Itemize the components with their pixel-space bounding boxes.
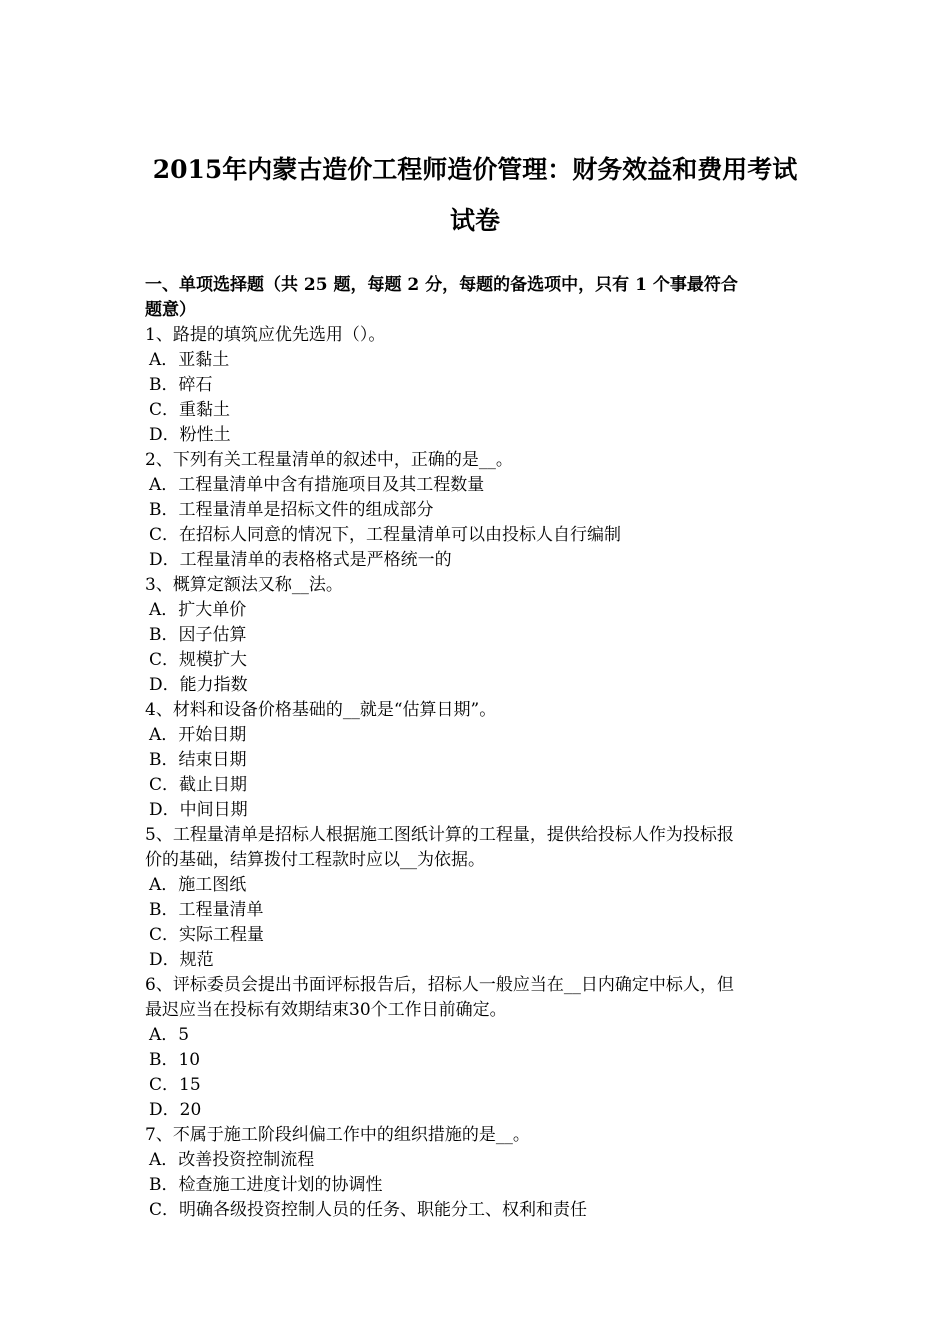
question-list xyxy=(145,323,810,1223)
question-stem: 5、工程量清单是招标人根据施工图纸计算的工程量，提供给投标人作为投标报 xyxy=(145,825,734,845)
answer-option: C．实际工程量 xyxy=(149,925,265,945)
question-item xyxy=(145,448,810,573)
question-stem: 价的基础，结算拨付工程款时应以__为依据。 xyxy=(145,850,485,870)
answer-option: B．碎石 xyxy=(149,375,213,395)
answer-option: C．在招标人同意的情况下，工程量清单可以由投标人自行编制 xyxy=(149,525,622,545)
question-stem: 7、不属于施工阶段纠偏工作中的组织措施的是__。 xyxy=(145,1125,530,1145)
answer-option: D．中间日期 xyxy=(149,800,248,820)
document-title-line-2: 试卷 xyxy=(449,206,500,235)
answer-option: B．结束日期 xyxy=(149,750,247,770)
question-item xyxy=(145,973,810,1123)
answer-option: C．明确各级投资控制人员的任务、职能分工、权利和责任 xyxy=(149,1200,588,1220)
answer-option: D．工程量清单的表格格式是严格统一的 xyxy=(149,550,452,570)
answer-option: B．10 xyxy=(149,1050,201,1070)
question-stem: 2、下列有关工程量清单的叙述中，正确的是__。 xyxy=(145,450,513,470)
answer-option: D．20 xyxy=(149,1100,202,1120)
section-heading xyxy=(145,273,810,323)
question-stem: 最迟应当在投标有效期结束30个工作日前确定。 xyxy=(145,1000,507,1020)
document-title-line-1: 2015年内蒙古造价工程师造价管理：财务效益和费用考试 xyxy=(152,155,798,184)
answer-option: B．工程量清单是招标文件的组成部分 xyxy=(149,500,434,520)
section-heading-line-1: 一、单项选择题（共 25 题，每题 2 分，每题的备选项中，只有 1 个事最符合 xyxy=(145,275,738,295)
answer-option: A．5 xyxy=(149,1025,190,1045)
answer-option: A．开始日期 xyxy=(149,725,247,745)
answer-option: A．亚黏土 xyxy=(149,350,230,370)
question-item xyxy=(145,823,810,973)
answer-option: C．15 xyxy=(149,1075,201,1095)
answer-option: D．粉性土 xyxy=(149,425,231,445)
answer-option: B．因子估算 xyxy=(149,625,247,645)
answer-option: B．工程量清单 xyxy=(149,900,264,920)
question-item xyxy=(145,1123,810,1223)
answer-option: B．检查施工进度计划的协调性 xyxy=(149,1175,383,1195)
section-heading-line-2: 题意） xyxy=(145,300,196,320)
question-item xyxy=(145,573,810,698)
answer-option: A．扩大单价 xyxy=(149,600,247,620)
answer-option: A．施工图纸 xyxy=(149,875,247,895)
question-stem: 1、路提的填筑应优先选用（）。 xyxy=(145,325,386,345)
question-stem: 4、材料和设备价格基础的__就是“估算日期”。 xyxy=(145,700,497,720)
answer-option: D．能力指数 xyxy=(149,675,248,695)
question-item xyxy=(145,323,810,448)
question-stem: 3、概算定额法又称__法。 xyxy=(145,575,343,595)
document-body xyxy=(145,273,810,1223)
answer-option: D．规范 xyxy=(149,950,214,970)
answer-option: A．工程量清单中含有措施项目及其工程数量 xyxy=(149,475,485,495)
answer-option: C．截止日期 xyxy=(149,775,248,795)
question-item xyxy=(145,698,810,823)
question-stem: 6、评标委员会提出书面评标报告后，招标人一般应当在__日内确定中标人，但 xyxy=(145,975,734,995)
answer-option: C．重黏土 xyxy=(149,400,231,420)
answer-option: A．改善投资控制流程 xyxy=(149,1150,315,1170)
answer-option: C．规模扩大 xyxy=(149,650,248,670)
